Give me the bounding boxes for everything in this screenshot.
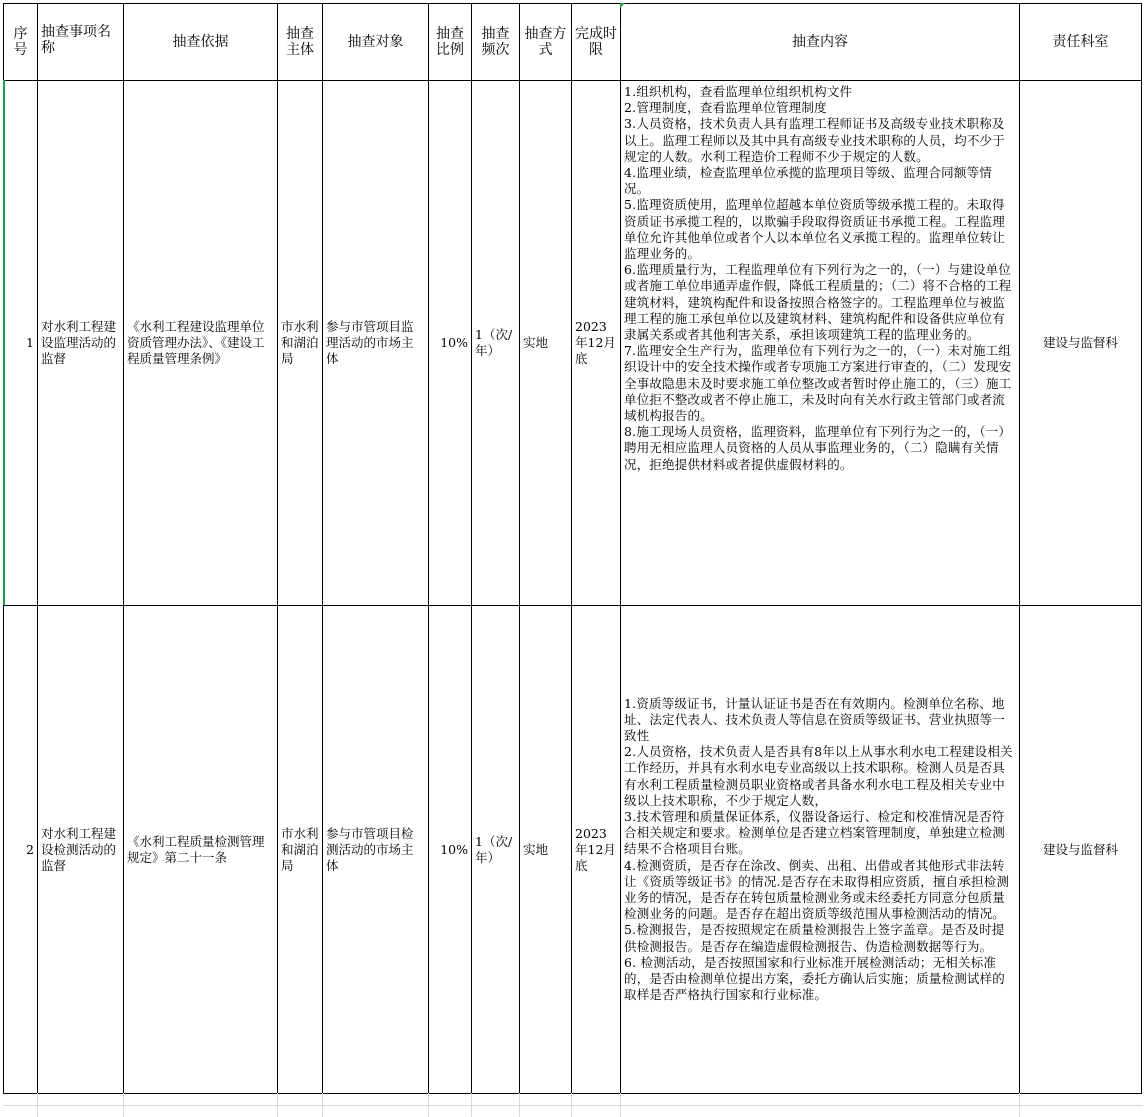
cell-target[interactable]: 参与市管项目监理活动的市场主体 xyxy=(323,81,429,606)
cell-method[interactable]: 实地 xyxy=(520,606,572,1094)
cell-deadline[interactable]: 2023年12月底 xyxy=(572,606,621,1094)
cell-content[interactable] xyxy=(621,606,1020,1094)
cell-subject[interactable]: 市水利和湖泊局 xyxy=(278,606,323,1094)
header-method[interactable]: 抽查方式 xyxy=(520,4,572,81)
cell-target[interactable]: 参与市管项目检测活动的市场主体 xyxy=(323,606,429,1094)
cell-seq[interactable]: 1 xyxy=(4,81,38,606)
content-line: 6.监理质量行为，工程监理单位有下列行为之一的，（一）与建设单位或者施工单位串通弄虚作假，降低工程质量的；（二）将不合格的工程建筑材料，建筑构配件和设备按照合格签字的。工程监理单位与被监理工程的施工承包单位以及建筑材料、建筑构配件和设备供应单位有隶属关系或者其他利害关系，承担该项建筑工程的监理业务的。 xyxy=(624,262,1012,343)
cell-frequency[interactable]: 1（次/年） xyxy=(472,81,520,606)
header-basis[interactable]: 抽查依据 xyxy=(124,4,278,81)
inspection-table xyxy=(3,3,1142,1094)
header-target[interactable]: 抽查对象 xyxy=(323,4,429,81)
content-line: 3.技术管理和质量保证体系，仪器设备运行、检定和校准情况是否符合相关规定和要求。检测单位是否建立档案管理制度，单独建立检测结果不合格项目台账。 xyxy=(624,808,1006,857)
content-line: 5.检测报告，是否按照规定在质量检测报告上签字盖章。是否及时提供检测报告。是否存在编造虚假检测报告、伪造检测数据等行为。 xyxy=(624,922,1005,954)
cell-item-name[interactable]: 对水利工程建设检测活动的监督 xyxy=(38,606,124,1094)
cell-basis[interactable]: 《水利工程建设监理单位资质管理办法》、《建设工程质量管理条例》 xyxy=(124,81,278,606)
cell-department[interactable]: 建设与监督科 xyxy=(1020,81,1142,606)
header-seq[interactable]: 序号 xyxy=(4,4,38,81)
table-row xyxy=(4,81,1142,606)
cell-content[interactable] xyxy=(621,81,1020,606)
cell-ratio[interactable]: 10% xyxy=(429,81,472,606)
content-line: 1.组织机构，查看监理单位组织机构文件 xyxy=(624,84,853,99)
content-line: 3.人员资格，技术负责人具有监理工程师证书及高级专业技术职称及以上。监理工程师以及其中具有高级专业技术职称的人员，均不少于规定的人数。水利工程造价工程师不少于规定的人数。 xyxy=(624,116,1006,164)
content-line: 4.监理业绩，检查监理单位承揽的监理项目等级、监理合同额等情况。 xyxy=(624,165,992,197)
cell-subject[interactable]: 市水利和湖泊局 xyxy=(278,81,323,606)
header-subject[interactable]: 抽查主体 xyxy=(278,4,323,81)
header-row xyxy=(4,4,1142,81)
header-content[interactable]: 抽查内容 xyxy=(621,4,1020,81)
cell-ratio[interactable]: 10% xyxy=(429,606,472,1094)
cell-method[interactable]: 实地 xyxy=(520,81,572,606)
content-line: 6. 检测活动，是否按照国家和行业标准开展检测活动；无相关标准的，是否由检测单位提出方案，委托方确认后实施；质量检测试样的取样是否严格执行国家和行业标准。 xyxy=(624,954,1006,1003)
content-line: 7.监理安全生产行为，监理单位有下列行为之一的，（一）未对施工组织设计中的安全技术操作或者专项施工方案进行审查的，（二）发现安全事故隐患未及时要求施工单位整改或者暂时停止施工的，（三）施工单位拒不整改或者不停止施工，未及时向有关水行政主管部门或者流域机构报告的。 xyxy=(624,343,1012,424)
header-item-name[interactable]: 抽查事项名称 xyxy=(38,4,124,81)
content-line: 1.资质等级证书，计量认证证书是否在有效期内。检测单位名称、地址、法定代表人、技术负责人等信息在资质等级证书、营业执照等一致性 xyxy=(624,695,1006,743)
header-frequency[interactable]: 抽查频次 xyxy=(472,4,520,81)
cell-deadline[interactable]: 2023年12月底 xyxy=(572,81,621,606)
comment-marker-icon xyxy=(620,3,625,8)
cell-frequency[interactable]: 1（次/年） xyxy=(472,606,520,1094)
table-row xyxy=(4,606,1142,1094)
header-ratio[interactable]: 抽查比例 xyxy=(429,4,472,81)
cell-seq[interactable]: 2 xyxy=(4,606,38,1094)
cell-item-name[interactable]: 对水利工程建设监理活动的监督 xyxy=(38,81,124,606)
cell-basis[interactable]: 《水利工程质量检测管理规定》第二十一条 xyxy=(124,606,278,1094)
empty-grid-area xyxy=(3,1093,1143,1117)
content-line: 5.监理资质使用，监理单位超越本单位资质等级承揽工程的。未取得资质证书承揽工程的，以欺骗手段取得资质证书承揽工程。工程监理单位允许其他单位或者个人以本单位名义承揽工程的。监理单位转让监理业务的。 xyxy=(624,197,1006,262)
header-deadline[interactable]: 完成时限 xyxy=(572,4,621,81)
content-line: 2.管理制度，查看监理单位管理制度 xyxy=(624,100,827,116)
selection-indicator xyxy=(3,80,5,605)
content-line: 4.检测资质，是否存在涂改、倒卖、出租、出借或者其他形式非法转让《资质等级证书》的情况.是否存在未取得相应资质，擅自承担检测业务的情况，是否存在转包质量检测业务或未经委托方同意分包质量检测业务的问题。是否存在超出资质等级范围从事检测活动的情况。 xyxy=(624,857,1010,922)
cell-department[interactable]: 建设与监督科 xyxy=(1020,606,1142,1094)
content-line: 8.施工现场人员资格，监理资料，监理单位有下列行为之一的，（一）聘用无相应监理人员资格的人员从事监理业务的，（二）隐瞒有关情况，拒绝提供材料或者提供虚假材料的。 xyxy=(624,424,1012,472)
header-department[interactable]: 责任科室 xyxy=(1020,4,1142,81)
content-line: 2.人员资格，技术负责人是否具有8年以上从事水利水电工程建设相关工作经历，并具有水利水电专业高级以上技术职称。检测人员是否具有水利工程质量检测员职业资格或者具备水利水电工程及相关专业中级以上技术职称，不少于规定人数， xyxy=(624,744,1013,808)
